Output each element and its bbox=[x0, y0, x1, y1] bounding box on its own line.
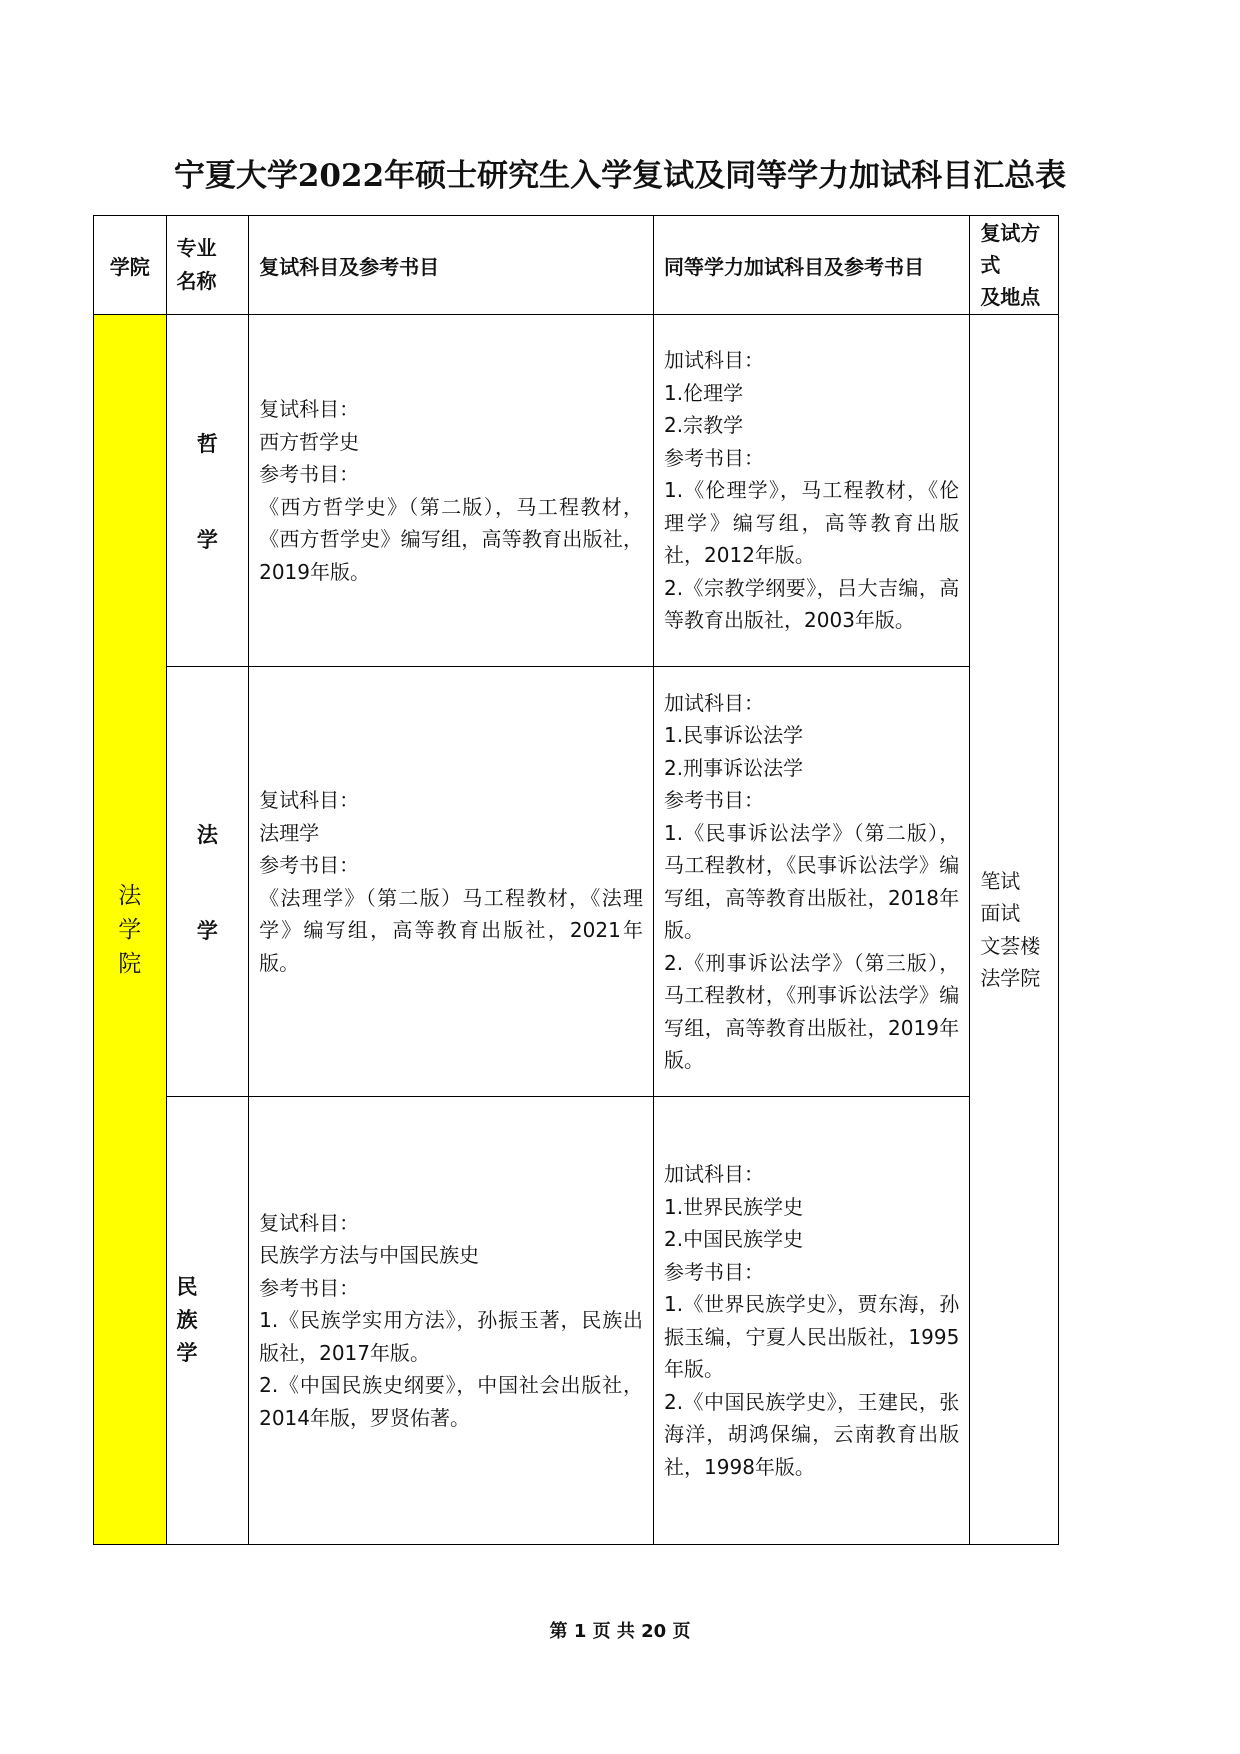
major-cell bbox=[166, 667, 249, 1097]
extra-line: 1.伦理学 bbox=[664, 380, 744, 405]
college-name: 法学院 bbox=[118, 882, 142, 977]
retest-line: 复试科目： bbox=[259, 788, 360, 812]
extra-line: 2.中国民族学史 bbox=[664, 1227, 804, 1251]
extra-line: 1.《伦理学》，马工程教材，《伦理学》编写组，高等教育出版社，2012年版。 bbox=[664, 478, 960, 568]
extra-line: 1.世界民族学史 bbox=[664, 1194, 804, 1219]
retest-line: 民族学方法与中国民族史 bbox=[259, 1243, 480, 1268]
major-char: 法 bbox=[196, 822, 218, 847]
header-mode bbox=[970, 216, 1059, 315]
extra-line: 加试科目： bbox=[664, 1162, 765, 1186]
retest-cell bbox=[249, 1097, 654, 1545]
extra-line: 参考书目： bbox=[664, 445, 765, 470]
major-char: 学 bbox=[196, 918, 218, 943]
major-char: 哲 bbox=[196, 431, 218, 456]
mode-line: 笔试 bbox=[980, 868, 1021, 893]
retest-line: 复试科目： bbox=[259, 397, 360, 421]
header-major bbox=[166, 216, 249, 315]
extra-line: 参考书目： bbox=[664, 1259, 765, 1284]
retest-line: 参考书目： bbox=[259, 1275, 360, 1300]
retest-line: 复试科目： bbox=[259, 1210, 360, 1235]
extra-line: 1.民事诉讼法学 bbox=[664, 723, 804, 747]
page-title: 宁夏大学2022年硕士研究生入学复试及同等学力加试科目汇总表 bbox=[173, 158, 1067, 194]
header-college: 学院 bbox=[94, 216, 167, 315]
retest-cell bbox=[249, 667, 654, 1097]
retest-line: 《西方哲学史》（第二版），马工程教材，《西方哲学史》编写组，高等教育出版社，2019年版。 bbox=[259, 494, 644, 584]
extra-cell bbox=[654, 315, 970, 667]
table-row bbox=[94, 315, 1059, 667]
retest-line: 2.《中国民族史纲要》，中国社会出版社，2014年版，罗贤佑著。 bbox=[259, 1373, 644, 1430]
page-footer: 第 1 页 共 20 页 bbox=[549, 1621, 691, 1642]
mode-cell bbox=[970, 315, 1059, 1545]
extra-line: 2.《中国民族学史》，王建民，张海洋，胡鸿保编，云南教育出版社，1998年版。 bbox=[664, 1389, 960, 1479]
retest-line: 参考书目： bbox=[259, 462, 360, 486]
header-mode-line1: 复试方 bbox=[980, 221, 1041, 245]
extra-cell bbox=[654, 1097, 970, 1545]
extra-cell bbox=[654, 667, 970, 1097]
major-text: 民族学 bbox=[176, 1275, 216, 1365]
header-major-line1: 专业 bbox=[176, 236, 217, 260]
mode-line: 面试 bbox=[980, 901, 1021, 925]
extra-line: 加试科目： bbox=[664, 348, 765, 373]
extra-line: 2.刑事诉讼法学 bbox=[664, 755, 804, 780]
mode-line: 法学院 bbox=[980, 966, 1041, 990]
mode-line: 文荟楼 bbox=[980, 933, 1041, 958]
retest-cell bbox=[249, 315, 654, 667]
extra-line: 1.《民事诉讼法学》（第二版），马工程教材，《民事诉讼法学》编写组，高等教育出版社，2018年版。 bbox=[664, 820, 960, 942]
extra-line: 2.《宗教学纲要》，吕大吉编，高等教育出版社，2003年版。 bbox=[664, 575, 960, 633]
major-cell bbox=[166, 315, 249, 667]
extra-line: 加试科目： bbox=[664, 690, 765, 715]
table-row bbox=[94, 667, 1059, 1097]
extra-line: 2.《刑事诉讼法学》（第三版），马工程教材，《刑事诉讼法学》编写组，高等教育出版社，2019年版。 bbox=[664, 950, 960, 1072]
extra-line: 参考书目： bbox=[664, 788, 765, 812]
table-row bbox=[94, 1097, 1059, 1545]
college-cell bbox=[94, 315, 167, 1545]
extra-line: 2.宗教学 bbox=[664, 413, 744, 438]
header-major-line2: 名称 bbox=[176, 269, 217, 293]
header-row bbox=[94, 216, 1059, 315]
retest-line: 1.《民族学实用方法》，孙振玉著，民族出版社，2017年版。 bbox=[259, 1308, 644, 1365]
subject-table bbox=[93, 215, 1059, 1545]
retest-line: 西方哲学史 bbox=[259, 429, 360, 454]
retest-line: 参考书目： bbox=[259, 853, 360, 877]
header-mode-line3: 及地点 bbox=[980, 285, 1041, 309]
retest-line: 法理学 bbox=[259, 820, 320, 845]
header-extra: 同等学力加试科目及参考书目 bbox=[654, 216, 970, 315]
header-mode-line2: 式 bbox=[980, 253, 1001, 277]
major-cell bbox=[166, 1097, 249, 1545]
major-char: 学 bbox=[196, 527, 218, 552]
header-retest: 复试科目及参考书目 bbox=[249, 216, 654, 315]
extra-line: 1.《世界民族学史》，贾东海，孙振玉编，宁夏人民出版社，1995年版。 bbox=[664, 1292, 960, 1381]
retest-line: 《法理学》（第二版）马工程教材，《法理学》编写组，高等教育出版社，2021年版。 bbox=[259, 885, 644, 975]
